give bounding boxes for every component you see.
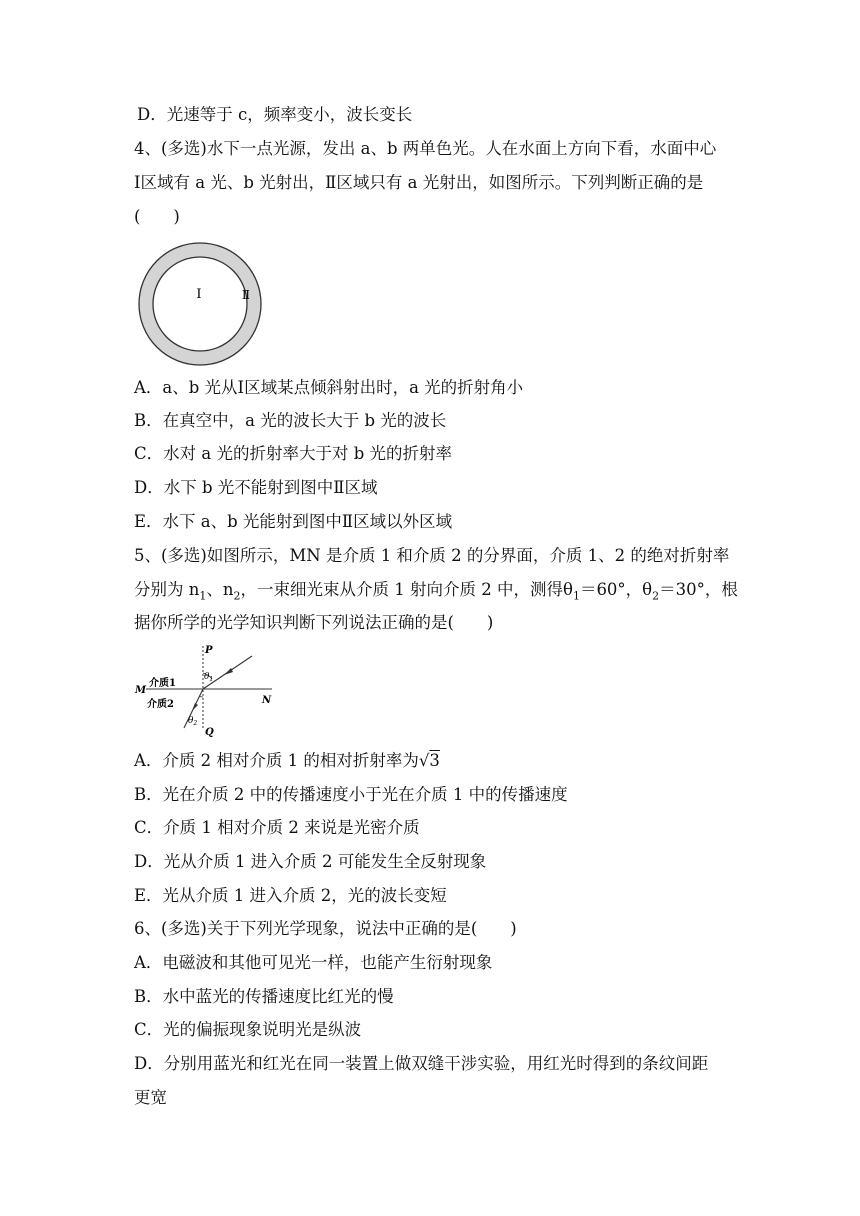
q4-ring-figure bbox=[136, 240, 266, 370]
q6-option-d-cont: 更宽 bbox=[134, 1088, 167, 1107]
q4-stem-line1: 4、(多选)水下一点光源，发出 a、b 两单色光。人在水面上方向下看，水面中心 bbox=[134, 139, 717, 158]
q5-option-e: E．光从介质 1 进入介质 2，光的波长变短 bbox=[134, 886, 447, 905]
q3-option-d: D．光速等于 c，频率变小，波长变长 bbox=[137, 105, 413, 124]
region-1-label: Ⅰ bbox=[196, 287, 202, 302]
q6-stem: 6、(多选)关于下列光学现象，说法中正确的是( ) bbox=[134, 919, 517, 938]
q5-option-b: B．光在介质 2 中的传播速度小于光在介质 1 中的传播速度 bbox=[134, 785, 568, 804]
q5-stem-line1: 5、(多选)如图所示，MN 是介质 1 和介质 2 的分界面，介质 1、2 的绝对折射率 bbox=[134, 546, 730, 565]
label-n: N bbox=[262, 695, 272, 706]
q6-option-d: D．分别用蓝光和红光在同一装置上做双缝干涉实验，用红光时得到的条纹间距 bbox=[134, 1054, 709, 1073]
q4-option-c: C．水对 a 光的折射率大于对 b 光的折射率 bbox=[134, 444, 453, 463]
q4-option-b: B．在真空中，a 光的波长大于 b 光的波长 bbox=[134, 411, 447, 430]
q6-option-b: B．水中蓝光的传播速度比红光的慢 bbox=[134, 987, 394, 1006]
label-medium-2: 介质2 bbox=[147, 699, 174, 710]
q6-option-a: A．电磁波和其他可见光一样，也能产生衍射现象 bbox=[134, 953, 493, 972]
label-medium-1: 介质1 bbox=[149, 678, 176, 689]
label-theta-2: $\theta_2$ bbox=[188, 716, 198, 727]
label-q: Q bbox=[205, 727, 214, 738]
q5-option-d: D．光从介质 1 进入介质 2 可能发生全反射现象 bbox=[134, 852, 487, 871]
sqrt-symbol: √ bbox=[418, 751, 430, 770]
q4-option-d: D．水下 b 光不能射到图中Ⅱ区域 bbox=[134, 478, 378, 497]
q6-option-c: C．光的偏振现象说明光是纵波 bbox=[134, 1020, 362, 1039]
refracted-arrow bbox=[192, 703, 198, 711]
q5-stem-line2: 分别为 $n_1$、$n_2$，一束细光束从介质 1 射向介质 2 中，测得$\theta_1=60^\circ$，$\theta_2=30^\circ$，根 bbox=[134, 580, 738, 603]
label-theta-1: $\theta_1$ bbox=[204, 672, 214, 683]
q4-stem-line3: ( ) bbox=[134, 207, 180, 226]
q4-option-a: A．a、b 光从Ⅰ区域某点倾斜射出时，a 光的折射角小 bbox=[134, 378, 524, 397]
q5-option-c: C．介质 1 相对介质 2 来说是光密介质 bbox=[134, 818, 420, 837]
q5-stem-line3: 据你所学的光学知识判断下列说法正确的是( ) bbox=[134, 613, 494, 632]
label-m: M bbox=[135, 685, 147, 696]
label-p: P bbox=[205, 645, 213, 656]
q5-refraction-figure bbox=[132, 642, 282, 738]
region-2-label: Ⅱ bbox=[241, 288, 251, 302]
q4-stem-line2: Ⅰ区域有 a 光、b 光射出，Ⅱ区域只有 a 光射出，如图所示。下列判断正确的是 bbox=[134, 173, 704, 192]
q5-option-a: A．介质 2 相对介质 1 的相对折射率为√3 bbox=[134, 751, 440, 770]
q4-option-e: E．水下 a、b 光能射到图中Ⅱ区域以外区域 bbox=[134, 512, 453, 531]
inner-circle bbox=[153, 257, 247, 351]
